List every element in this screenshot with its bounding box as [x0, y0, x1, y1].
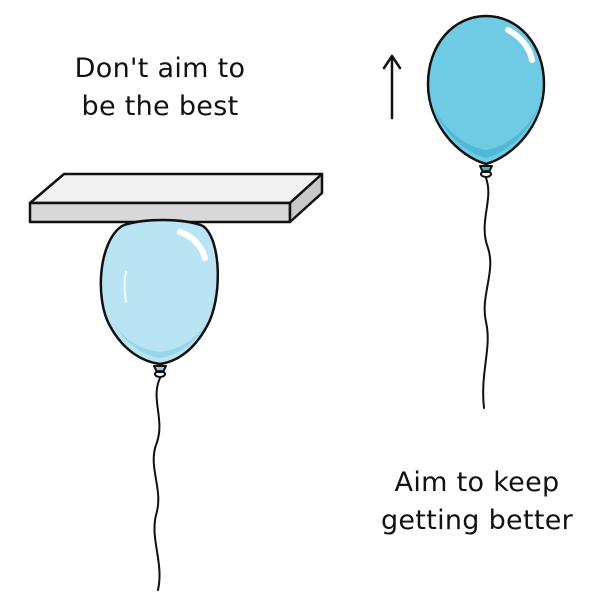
right-panel — [384, 16, 544, 408]
caption-left-line-2: be the best — [81, 91, 239, 122]
caption-right-line-1: Aim to keep — [394, 467, 560, 498]
rising-balloon-icon — [428, 16, 544, 177]
caption-left-line-1: Don't aim to — [74, 53, 246, 84]
caption-right-line-2: getting better — [380, 505, 574, 536]
up-arrow-icon — [384, 56, 400, 118]
right-balloon-string — [483, 178, 490, 408]
left-panel — [30, 174, 322, 590]
left-balloon-string — [154, 378, 160, 590]
board-icon — [30, 174, 322, 222]
squished-balloon-icon — [101, 220, 218, 377]
